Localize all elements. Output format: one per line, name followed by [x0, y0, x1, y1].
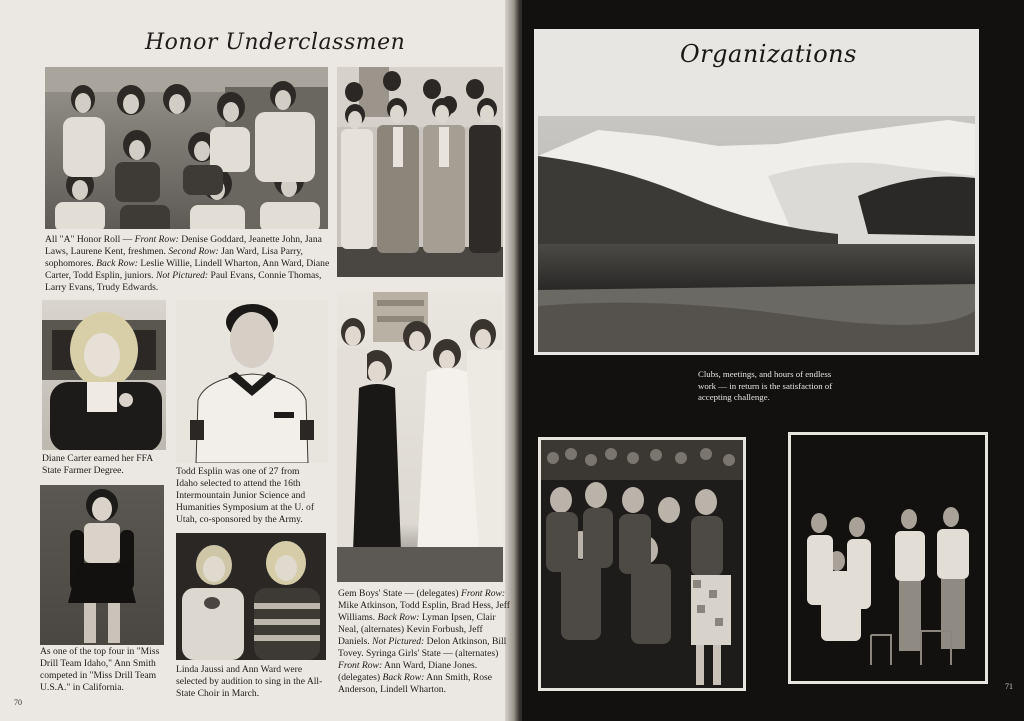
left-page-number: 70	[14, 698, 22, 707]
meeting-photo	[538, 437, 746, 691]
stage-figures	[791, 435, 985, 681]
caption-row-label: Back Row:	[377, 612, 420, 623]
meeting-crowd	[541, 440, 743, 688]
diane-carter-photo	[42, 300, 166, 450]
caption-row-label: Back Row:	[382, 672, 425, 683]
todd-esplin-photo	[176, 300, 328, 463]
caption-row-label: Not Pictured:	[372, 636, 425, 647]
caption-text: Paul Evans, Connie Thomas, Larry Evans, Trudy Edwards.	[45, 270, 322, 293]
caption-text: Ann Smith, Rose Anderson, Lindell Wharton.	[338, 672, 493, 695]
honor-roll-caption	[45, 234, 335, 294]
caption-text: Delon Atkinson, Bill Tovey. Syringa Girls' State — (alternates)	[338, 636, 507, 659]
caption-row-label: Back Row:	[96, 258, 138, 269]
mountain-scene	[538, 116, 975, 352]
diane-carter-caption: Diane Carter earned her FFA State Farmer Degree.	[42, 453, 153, 476]
stage-photo	[788, 432, 988, 684]
diane-figure	[42, 300, 166, 450]
ann-smith-photo	[40, 485, 164, 645]
linda-ann-caption: Linda Jaussi and Ann Ward were selected by audition to sing in the All-State Choir in March.	[176, 664, 323, 699]
ann-smith-figure	[40, 485, 164, 645]
right-page-heading: Organizations	[680, 40, 857, 68]
left-page-heading: Honor Underclassmen	[145, 30, 406, 55]
organizations-caption: Clubs, meetings, and hours of endless work — in return is the satisfaction of accepting challenge.	[698, 369, 833, 402]
girls-state-figures	[337, 292, 503, 582]
caption-text: Denise Goddard, Jeanette John, Jana Laws, Laurene Kent, freshmen.	[45, 234, 322, 257]
caption-text: Mike Atkinson, Todd Esplin, Brad Hess, Jeff Williams.	[338, 600, 510, 623]
caption-row-label: Not Pictured:	[155, 270, 209, 281]
todd-figure	[176, 300, 328, 463]
caption-text: Jan Ward, Lisa Parry, sophomores.	[45, 246, 303, 269]
caption-row-label: Front Row:	[338, 660, 383, 671]
right-page-number: 71	[1005, 682, 1013, 691]
caption-text: Leslie Willie, Lindell Wharton, Ann Ward, Diane Carter, Todd Esplin, juniors.	[45, 258, 330, 281]
linda-ann-photo	[176, 533, 326, 660]
caption-text: Gem Boys' State — (delegates)	[338, 588, 461, 599]
caption-text: Ann Ward, Diane Jones. (delegates)	[338, 660, 478, 683]
boys-state-figures	[337, 67, 503, 277]
ann-smith-caption: As one of the top four in "Miss Drill Team Idaho," Ann Smith competed in "Miss Drill Team U.S.A." in California.	[40, 646, 160, 693]
girls-state-photo	[337, 292, 503, 582]
honor-roll-figures	[45, 67, 328, 229]
gem-state-caption	[338, 588, 510, 696]
todd-esplin-caption: Todd Esplin was one of 27 from Idaho selected to attend the 16th Intermountain Junior Science and Humanities Symposium at the U. of Utah, co-sponsored by the Army.	[176, 466, 315, 525]
boys-state-photo	[337, 67, 503, 277]
linda-ann-figures	[176, 533, 326, 660]
honor-roll-photo	[45, 67, 328, 229]
caption-text: All "A" Honor Roll —	[45, 234, 135, 245]
caption-row-label: Second Row:	[168, 246, 219, 257]
caption-row-label: Front Row:	[460, 588, 506, 599]
mountain-landscape-photo	[538, 116, 975, 352]
caption-text: Lyman Ipsen, Clair Neal, (alternates) Kevin Forbush, Jeff Daniels.	[338, 612, 496, 647]
caption-row-label: Front Row:	[134, 234, 179, 245]
